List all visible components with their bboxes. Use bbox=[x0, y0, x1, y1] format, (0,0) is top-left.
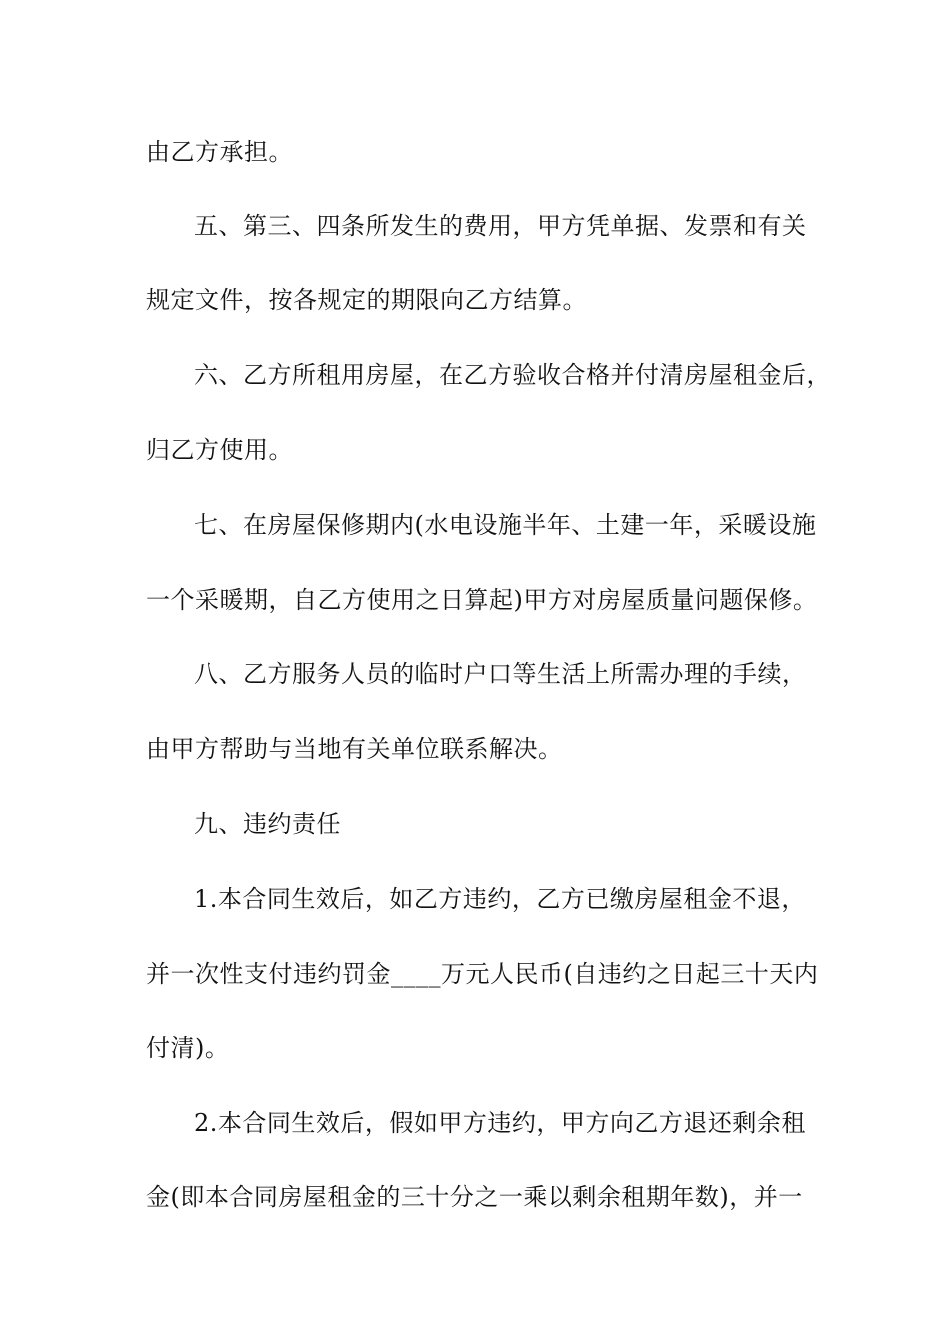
clause-8-line-1: 八、乙方服务人员的临时户口等生活上所需办理的手续， bbox=[194, 660, 807, 688]
clause-8-line-2: 由甲方帮助与当地有关单位联系解决。 bbox=[146, 735, 563, 763]
clause-6-line-1: 六、乙方所租用房屋，在乙方验收合格并付清房屋租金后， bbox=[194, 361, 831, 389]
text-line: 由乙方承担。 bbox=[146, 138, 293, 166]
clause-5-line-1: 五、第三、四条所发生的费用，甲方凭单据、发票和有关 bbox=[194, 212, 807, 240]
clause-6-line-2: 归乙方使用。 bbox=[146, 436, 293, 464]
item-2-line-1: 2.本合同生效后，假如甲方违约，甲方向乙方退还剩余租 bbox=[194, 1109, 806, 1137]
clause-7-line-2: 一个采暖期，自乙方使用之日算起)甲方对房屋质量问题保修。 bbox=[146, 586, 818, 614]
clause-7-line-1: 七、在房屋保修期内(水电设施半年、土建一年，采暖设施 bbox=[194, 511, 817, 539]
item-1-line-3: 付清)。 bbox=[146, 1034, 230, 1062]
clause-5-line-2: 规定文件，按各规定的期限向乙方结算。 bbox=[146, 286, 587, 314]
clause-9-heading: 九、违约责任 bbox=[194, 810, 341, 838]
item-1-line-2: 并一次性支付违约罚金____万元人民币(自违约之日起三十天内 bbox=[146, 960, 819, 988]
item-2-line-2: 金(即本合同房屋租金的三十分之一乘以剩余租期年数)，并一 bbox=[146, 1183, 803, 1211]
item-1-line-1: 1.本合同生效后，如乙方违约，乙方已缴房屋租金不退， bbox=[194, 885, 806, 913]
